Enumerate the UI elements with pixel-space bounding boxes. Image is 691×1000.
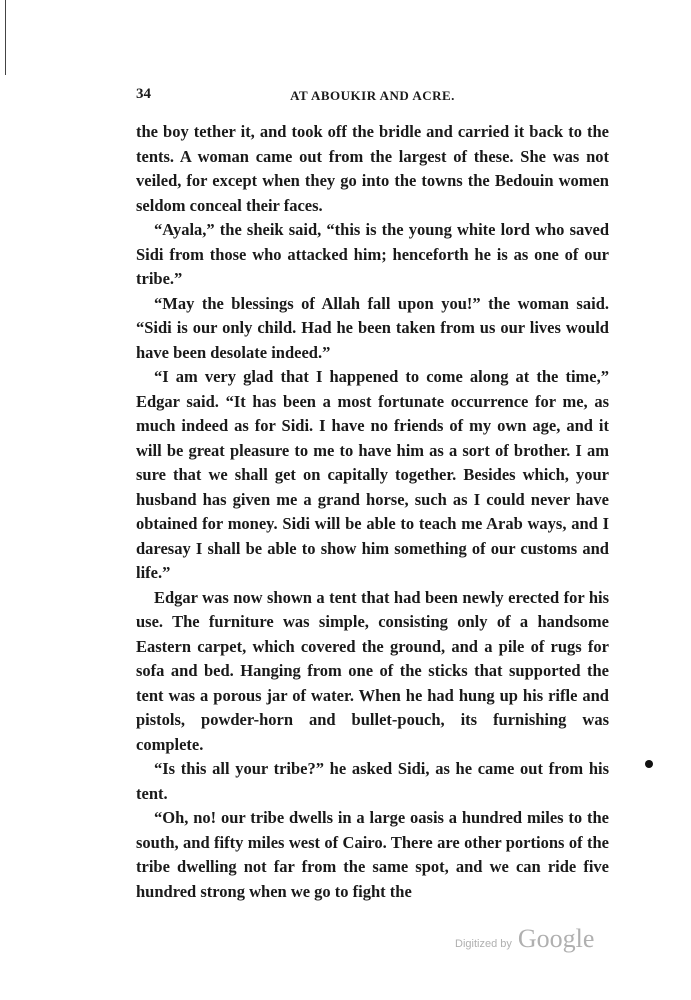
page-number: 34 xyxy=(136,86,151,102)
paragraph: Edgar was now shown a tent that had been newly erected for his use. The furniture was simple, consisting only of a handsome Eastern carpet, which covered the ground, and a pile of rugs for sofa and bed. Hanging from one of the sticks that supported the tent was a porous jar of water. When he had hung up his rifle and pistols, powder-horn and bullet-pouch, its furnishing was complete. xyxy=(136,587,609,754)
scan-edge-line xyxy=(5,0,6,75)
body-text xyxy=(136,120,609,904)
ink-blot-mark xyxy=(645,760,653,768)
paragraph: the boy tether it, and took off the bridle and carried it back to the tents. A woman came out from the largest of these. She was not veiled, for except when they go into the towns the Bedouin women seldom conceal their faces. xyxy=(136,122,609,215)
paragraph: “I am very glad that I happened to come along at the time,” Edgar said. “It has been a most fortunate occurrence for me, as much indeed as for Sidi. I have no friends of my own age, and it will be great pleasure to me to have him as a sort of brother. I am sure that we shall get on capitally together. Besides which, your husband has given me a grand horse, such as I could never have obtained for money. Sidi will be able to teach me Arab ways, and I daresay I shall be able to show him something of our customs and life.” xyxy=(136,367,609,582)
page-header xyxy=(136,86,609,108)
paragraph: “Is this all your tribe?” he asked Sidi, as he came out from his tent. xyxy=(136,759,609,803)
paragraph: “May the blessings of Allah fall upon you!” the woman said. “Sidi is our only child. Had he been taken from us our lives would have been desolate indeed.” xyxy=(136,293,609,362)
digitized-watermark xyxy=(455,924,594,954)
running-head: AT ABOUKIR AND ACRE. xyxy=(290,88,455,103)
paragraph: “Oh, no! our tribe dwells in a large oasis a hundred miles to the south, and fifty miles west of Cairo. There are other portions of the tribe dwelling not far from the same spot, and we can ride five hundred strong when we go to fight the xyxy=(136,808,609,901)
watermark-prefix: Digitized by xyxy=(455,938,512,950)
paragraph: “Ayala,” the sheik said, “this is the young white lord who saved Sidi from those who attacked him; henceforth he is as one of our tribe.” xyxy=(136,220,609,288)
google-logo: Google xyxy=(517,924,595,953)
